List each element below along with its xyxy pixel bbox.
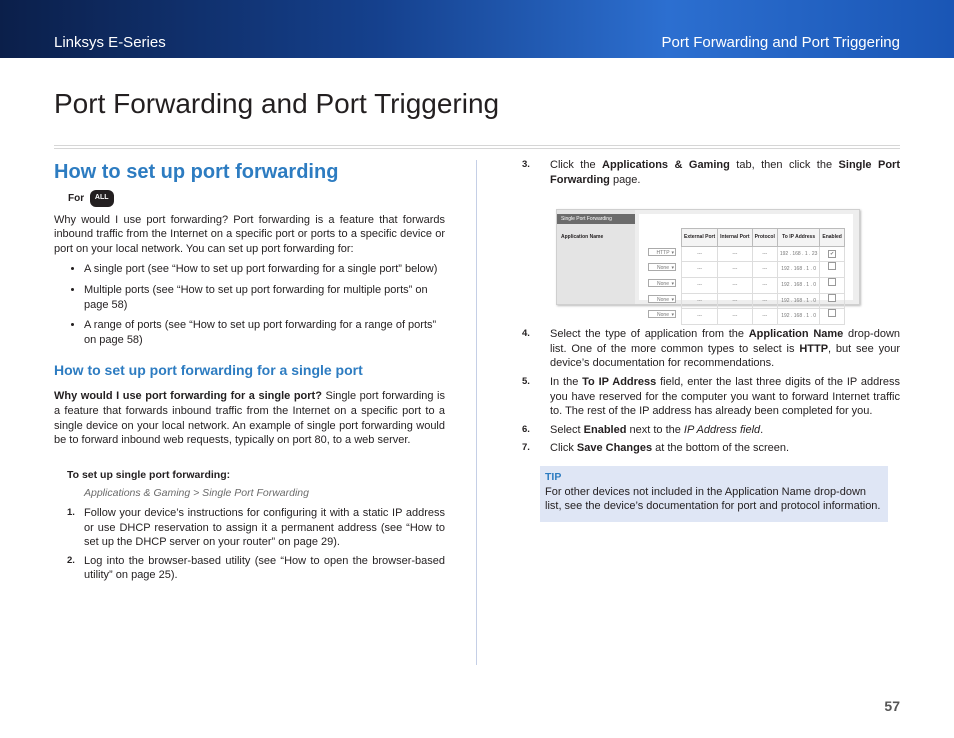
table-row bbox=[682, 246, 845, 262]
col-header: Enabled bbox=[820, 229, 844, 247]
table-cell bbox=[820, 262, 844, 278]
step-text: page. bbox=[609, 173, 641, 186]
table-cell-text: --- bbox=[697, 266, 703, 273]
step-text: Click the bbox=[550, 159, 603, 171]
all-badge: ALL bbox=[90, 190, 114, 207]
step-text: drop-down list. One of the more common types to select is bbox=[550, 328, 901, 355]
table-cell: --- bbox=[718, 309, 752, 325]
ui-term: To IP Address bbox=[582, 375, 657, 388]
enabled-checkbox bbox=[828, 294, 836, 302]
subsection-heading: How to set up port forwarding for a single port bbox=[54, 362, 363, 379]
app-select: None ▾ bbox=[648, 310, 676, 318]
steps-list-right bbox=[520, 158, 900, 187]
tip-label: TIP bbox=[545, 470, 562, 483]
table-row bbox=[682, 309, 845, 325]
table-row bbox=[682, 262, 845, 278]
table-cell bbox=[820, 293, 844, 309]
table-row bbox=[682, 293, 845, 309]
ui-term: Enabled bbox=[583, 423, 627, 436]
table-cell bbox=[657, 309, 718, 325]
table-cell bbox=[656, 246, 718, 262]
step-1 bbox=[54, 506, 445, 550]
left-column bbox=[54, 158, 445, 587]
screenshot-app-label: Application Name bbox=[561, 234, 604, 241]
table-cell bbox=[820, 277, 844, 293]
forwarding-table bbox=[656, 228, 845, 325]
col-header: Protocol bbox=[752, 229, 777, 247]
step-number: 3. bbox=[522, 159, 530, 170]
table-cell bbox=[657, 293, 718, 309]
header-bar bbox=[0, 0, 954, 58]
steps-list bbox=[54, 506, 445, 583]
step-5 bbox=[520, 375, 900, 419]
step-number: 7. bbox=[522, 442, 530, 454]
col-header: Internal Port bbox=[718, 229, 752, 247]
step-text: Follow your device’s instructions for configuring it with a static IP address or use DHCP reservation to assign it a permanent address (see “How to set up the DHCP server on your router” on page 29). bbox=[84, 506, 445, 549]
step-text: next to the bbox=[626, 423, 684, 436]
table-cell: --- bbox=[752, 262, 777, 278]
table-cell bbox=[820, 309, 844, 325]
step-number: 4. bbox=[522, 328, 530, 340]
ui-term: Save Changes bbox=[576, 442, 653, 455]
bullet-list bbox=[54, 262, 445, 347]
step-4 bbox=[520, 327, 900, 371]
table-cell: 192 . 168 . 1 . 0 bbox=[777, 293, 820, 309]
title-rule bbox=[54, 145, 900, 146]
col-header: External Port bbox=[682, 229, 718, 247]
column-divider bbox=[476, 160, 477, 665]
screenshot-panel bbox=[639, 214, 853, 320]
intro-paragraph: Why would I use port forwarding? Port forwarding is a feature that forwards inbound traffic from the Internet on a specific port or ports to a specific device or port on your local network. You can set up port forwarding for: bbox=[54, 213, 445, 255]
ui-term: Single Port Forwarding bbox=[550, 159, 901, 186]
table-row bbox=[682, 277, 845, 293]
step-text: In the bbox=[550, 375, 583, 388]
step-number: 1. bbox=[67, 506, 75, 518]
screenshot-tab: Single Port Forwarding bbox=[557, 214, 635, 224]
why-text: Single port forwarding is a feature that forwards inbound traffic from the Internet on a specific port to a single device on your local network. An example of single port forwarding would be to forward inbound web requests, typically on port 80, to a web server. bbox=[54, 390, 445, 447]
procedure-title: To set up single port forwarding: bbox=[67, 468, 231, 481]
table-cell: --- bbox=[752, 277, 777, 293]
table-cell bbox=[657, 262, 718, 278]
step-7 bbox=[520, 441, 900, 456]
header-product: Linksys E-Series bbox=[54, 34, 166, 51]
right-column bbox=[520, 158, 900, 522]
table-cell: --- bbox=[718, 293, 752, 309]
why-bold: Why would I use port forwarding for a single port? bbox=[54, 390, 322, 403]
table-cell-text: --- bbox=[697, 281, 703, 288]
app-select: None ▾ bbox=[648, 279, 676, 287]
step-text: field, enter the last three digits of the IP address you have reserved for the computer you want to forward Internet traffic to. The rest of the IP address has already been completed for you. bbox=[550, 375, 900, 418]
enabled-checkbox: ✔ bbox=[830, 250, 835, 257]
step-text: tab, then click the bbox=[729, 159, 839, 171]
ui-term: Application Name bbox=[748, 328, 844, 341]
list-item: • Multiple ports (see “How to set up port forwarding for multiple ports” on page 58) bbox=[84, 283, 445, 312]
app-select: None ▾ bbox=[648, 263, 676, 271]
table-cell: --- bbox=[752, 309, 777, 325]
screenshot-sidebar bbox=[557, 210, 635, 304]
step-2 bbox=[54, 554, 445, 583]
step-text: Select bbox=[550, 423, 584, 436]
why-paragraph bbox=[54, 389, 445, 447]
steps-list-right-2 bbox=[520, 327, 900, 456]
enabled-checkbox bbox=[828, 309, 836, 317]
list-item: • A range of ports (see “How to set up port forwarding for a range of ports” on page 58) bbox=[84, 318, 445, 347]
page-number: 57 bbox=[884, 698, 900, 714]
step-3 bbox=[520, 158, 900, 187]
table-cell: 192 . 168 . 1 . 0 bbox=[777, 309, 820, 325]
table-cell bbox=[820, 246, 844, 262]
enabled-checkbox bbox=[828, 278, 836, 286]
table-cell: 192 . 168 . 1 . 23 bbox=[777, 246, 820, 262]
ui-term-italic: IP Address field bbox=[683, 423, 761, 436]
tip-box bbox=[540, 466, 888, 522]
for-row bbox=[68, 190, 445, 207]
step-text: Select the type of application from the bbox=[550, 328, 749, 341]
table-cell: --- bbox=[718, 277, 752, 293]
tip-text: For other devices not included in the Application Name drop-down list, see the device’s documentation for port and protocol information. bbox=[545, 485, 881, 513]
ui-term: HTTP bbox=[799, 342, 829, 355]
screenshot-figure bbox=[556, 209, 860, 320]
list-item: • A single port (see “How to set up port forwarding for a single port” below) bbox=[84, 262, 445, 277]
col-header: To IP Address bbox=[777, 229, 820, 247]
for-label: For bbox=[68, 192, 85, 204]
page-title: Port Forwarding and Port Triggering bbox=[54, 88, 500, 119]
step-6 bbox=[520, 423, 900, 438]
table-header-row bbox=[682, 229, 845, 247]
table-cell: --- bbox=[752, 293, 777, 309]
table-cell: 192 . 168 . 1 . 0 bbox=[777, 277, 820, 293]
step-number: 5. bbox=[522, 375, 530, 387]
ui-term: Applications & Gaming bbox=[602, 159, 730, 171]
table-cell-text: --- bbox=[697, 250, 703, 257]
table-cell: --- bbox=[718, 262, 752, 278]
step-text: at the bottom of the screen. bbox=[652, 442, 790, 455]
title-rule-2 bbox=[54, 148, 900, 149]
step-text: , but see your device’s documentation for recommendations. bbox=[550, 342, 900, 370]
table-cell: --- bbox=[752, 246, 777, 262]
table-cell-text: --- bbox=[697, 297, 703, 304]
table-cell-text: --- bbox=[697, 313, 703, 320]
header-section: Port Forwarding and Port Triggering bbox=[661, 34, 900, 51]
step-number: 6. bbox=[522, 423, 530, 435]
step-text: Log into the browser-based utility (see “How to open the browser-based utility” on page 25). bbox=[84, 554, 445, 582]
section-heading: How to set up port forwarding bbox=[54, 161, 339, 183]
table-cell: --- bbox=[718, 246, 752, 262]
table-cell bbox=[657, 277, 718, 293]
step-text: Click bbox=[550, 442, 577, 455]
app-select: None ▾ bbox=[648, 295, 676, 303]
table-cell: 192 . 168 . 1 . 0 bbox=[777, 262, 820, 278]
step-number: 2. bbox=[67, 554, 75, 566]
menu-path: Applications & Gaming > Single Port Forwarding bbox=[84, 487, 309, 500]
enabled-checkbox bbox=[828, 262, 836, 270]
step-text: . bbox=[760, 423, 764, 436]
app-select: HTTP ▾ bbox=[648, 248, 676, 256]
